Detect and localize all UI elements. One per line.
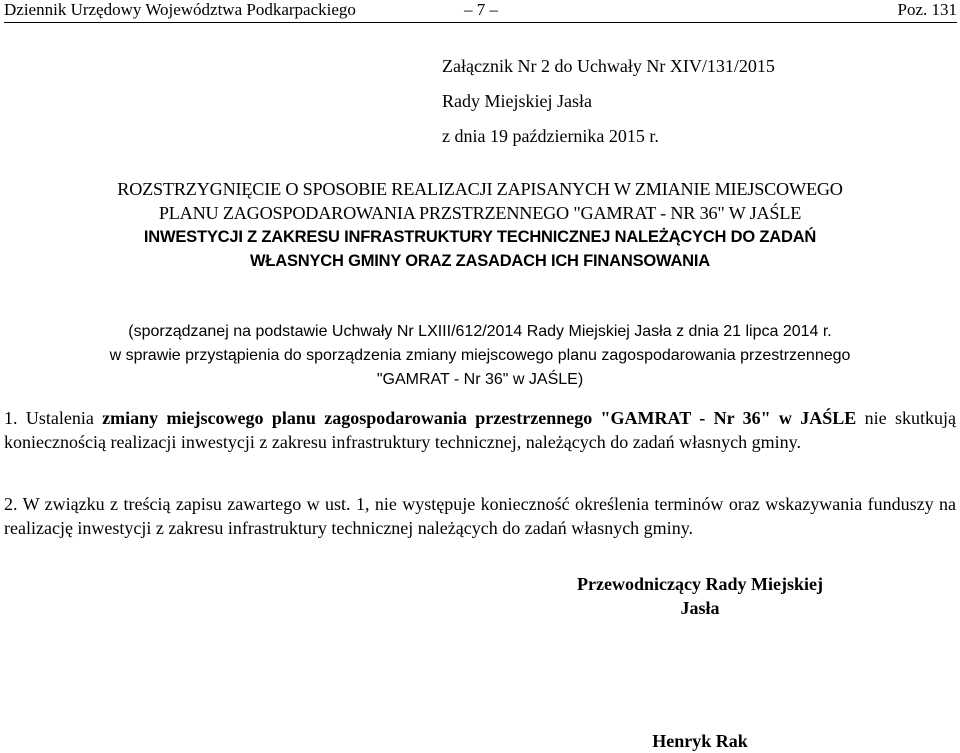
journal-title: Dziennik Urzędowy Województwa Podkarpackiego: [4, 0, 356, 19]
annex-reference: [442, 54, 775, 159]
annex-line-1: Załącznik Nr 2 do Uchwały Nr XIV/131/2015: [442, 56, 775, 76]
paragraph-1-lead: 1. Ustalenia: [4, 408, 103, 428]
page-number: – 7 –: [464, 0, 498, 19]
basis-line-1: (sporządzanej na podstawie Uchwały Nr LXIII/612/2014 Rady Miejskiej Jasła z dnia 21 lipca 2014 r.: [128, 323, 832, 340]
title-line-1: ROZSTRZYGNIĘCIE O SPOSOBIE REALIZACJI ZAPISANYCH W ZMIANIE MIEJSCOWEGO: [117, 179, 843, 199]
signature-name: Henryk Rak: [652, 731, 748, 751]
title-line-4: WŁASNYCH GMINY ORAZ ZASADACH ICH FINANSOWANIA: [249, 252, 711, 270]
position-number: Poz. 131: [897, 0, 957, 19]
paragraph-1-rest: nie skutkują koniecznością realizacji inwestycji z zakresu infrastruktury technicznej, należących do zadań własnych gminy.: [4, 408, 956, 452]
annex-line-3: z dnia 19 października 2015 r.: [442, 126, 659, 146]
title-line-3: INWESTYCJI Z ZAKRESU INFRASTRUKTURY TECHNICZNEJ NALEŻĄCYCH DO ZADAŃ: [143, 228, 817, 246]
signature-role: [530, 572, 870, 620]
paragraph-1-bold: zmiany miejscowego planu zagospodarowania przestrzennego "GAMRAT - Nr 36" w JAŚLE: [102, 408, 857, 428]
document-title: [10, 177, 950, 273]
basis-line-3: "GAMRAT - Nr 36" w JAŚLE): [376, 371, 584, 388]
page-header: [4, 0, 957, 23]
title-line-2: PLANU ZAGOSPODAROWANIA PRZSTRZENNEGO "GAMRAT - NR 36" W JAŚLE: [158, 203, 802, 223]
annex-line-2: Rady Miejskiej Jasła: [442, 91, 592, 111]
signature-role-line-1: Przewodniczący Rady Miejskiej: [577, 574, 823, 594]
paragraph-1: [4, 406, 956, 454]
basis-line-2: w sprawie przystąpienia do sporządzenia zmiany miejscowego planu zagospodarowania przestrzennego: [109, 347, 851, 364]
legal-basis: [4, 320, 956, 392]
signature-role-line-2: Jasła: [680, 598, 720, 618]
paragraph-2: 2. W związku z treścią zapisu zawartego w ust. 1, nie występuje konieczność określenia terminów oraz wskazywania funduszy na realizację inwestycji z zakresu infrastruktury technicznej należących do zadań własnych gminy.: [4, 494, 956, 538]
